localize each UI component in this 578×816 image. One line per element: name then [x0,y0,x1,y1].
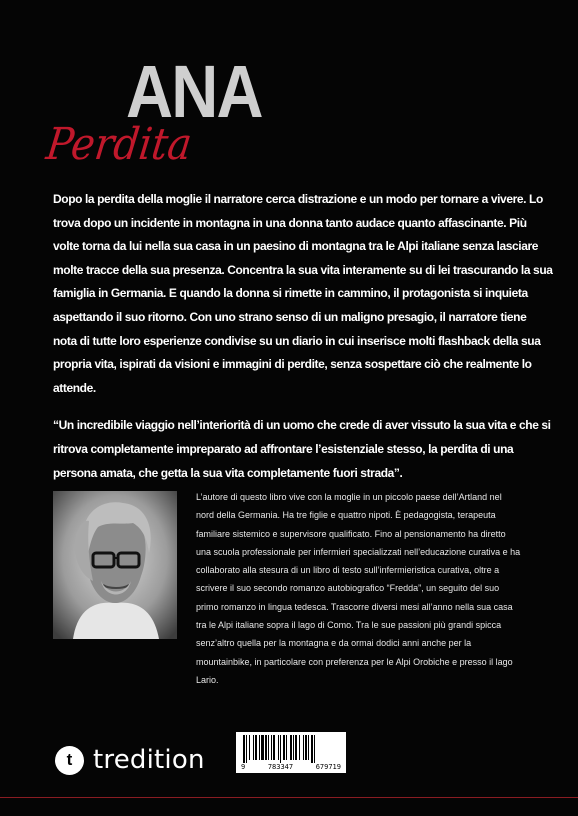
barcode-bar [314,735,315,765]
barcode-bar [265,735,267,760]
barcode-bar [305,735,307,760]
barcode-bar [283,735,285,760]
author-portrait-image [53,491,177,639]
barcode-bar [295,735,297,760]
barcode-bar [246,735,247,765]
barcode-bar [268,735,269,760]
blurb-text: Dopo la perdita della moglie il narratore cerca distrazione e un modo per tornare a vivere. Lo trova dopo un incidente in montagna in una donna tanto audace quanto affascinante. Più volte torna da lui nella sua casa in un paesino di montagna tra le Alpi italiane senza lasciare molte tracce della sua presenza. Concentra la sua vita interamente su di lei trascurando la sua famiglia in Germania. E quando la donna si rimette in cammino, il protagonista si inquieta aspettando il suo ritorno. Con uno strano senso di un maligno presagio, il narratore tiene nota di tutte loro esperienze condivise su un diario in cui inserisce molti flashback della sua propria vita, ispirati da visioni e immagini di perdite, senza sospettare ciò che realmente lo attende. [53,192,553,395]
barcode-bar [271,735,272,760]
barcode-bar [259,735,260,760]
barcode-bar [308,735,309,760]
publisher-brand [55,744,205,776]
barcode-bar [249,735,250,760]
bottom-accent-line [0,797,578,798]
author-bio: L’autore di questo libro vive con la moglie in un piccolo paese dell’Artland nel nord della Germania. Ha tre figlie e quattro nipoti. È pedagogista, terapeuta familiare sistemico e supervisore qualificato. Fino al pensionamento ha diretto una scuola professionale per infermieri specializzati nell’educazione curativa e ha collaborato alla stesura di un libro di testo sull’infermieristica curativa, oltre a scrivere il suo secondo romanzo autobiografico “Fredda”, un seguito del suo primo romanzo in lingua tedesca. Trascorre diversi mesi all’anno nella sua casa tra le Alpi italiane sopra il lago di Como. Tra le sue passioni più grandi spicca senz’altro quella per la montagna e da ormai dodici anni anche per la mountainbike, in particolare con preferenza per le Alpi Orobiche e presso il lago Lario. [196,492,521,685]
barcode-bar [255,735,257,760]
barcode-bar [243,735,245,765]
isbn-right-group: 679719 [315,763,341,771]
barcode-bars-icon [239,735,343,765]
publisher-name: tredition [93,745,205,775]
barcode-bar [303,735,304,760]
author-photo [53,491,177,639]
isbn-left-group: 783347 [267,763,294,771]
book-subtitle: Perdita [43,119,195,170]
barcode-bar [286,735,287,760]
book-title: ANA [126,50,262,133]
isbn-first-digit: 9 [241,763,246,771]
barcode-bar [273,735,275,760]
blurb-quote: “Un incredibile viaggio nell’interiorità di un uomo che crede di aver vissuto la sua vita e che si ritrova completamente impreparato ad affrontare l’esistenziale stesso, la perdita di una persona amata, che getta la sua vita completamente fuori strada”. [53,418,551,480]
barcode-bar [290,735,292,760]
barcode-bar [261,735,264,760]
barcode-bar [278,735,279,760]
tredition-logo-icon [55,746,84,775]
back-cover-blurb [53,188,553,485]
isbn-barcode [236,732,346,773]
barcode-bar [293,735,294,760]
logo-letter: t [66,750,73,769]
barcode-bar [311,735,313,765]
barcode-bar [299,735,300,760]
isbn-digits [236,763,346,771]
barcode-bar [253,735,254,760]
barcode-bar [280,735,281,765]
